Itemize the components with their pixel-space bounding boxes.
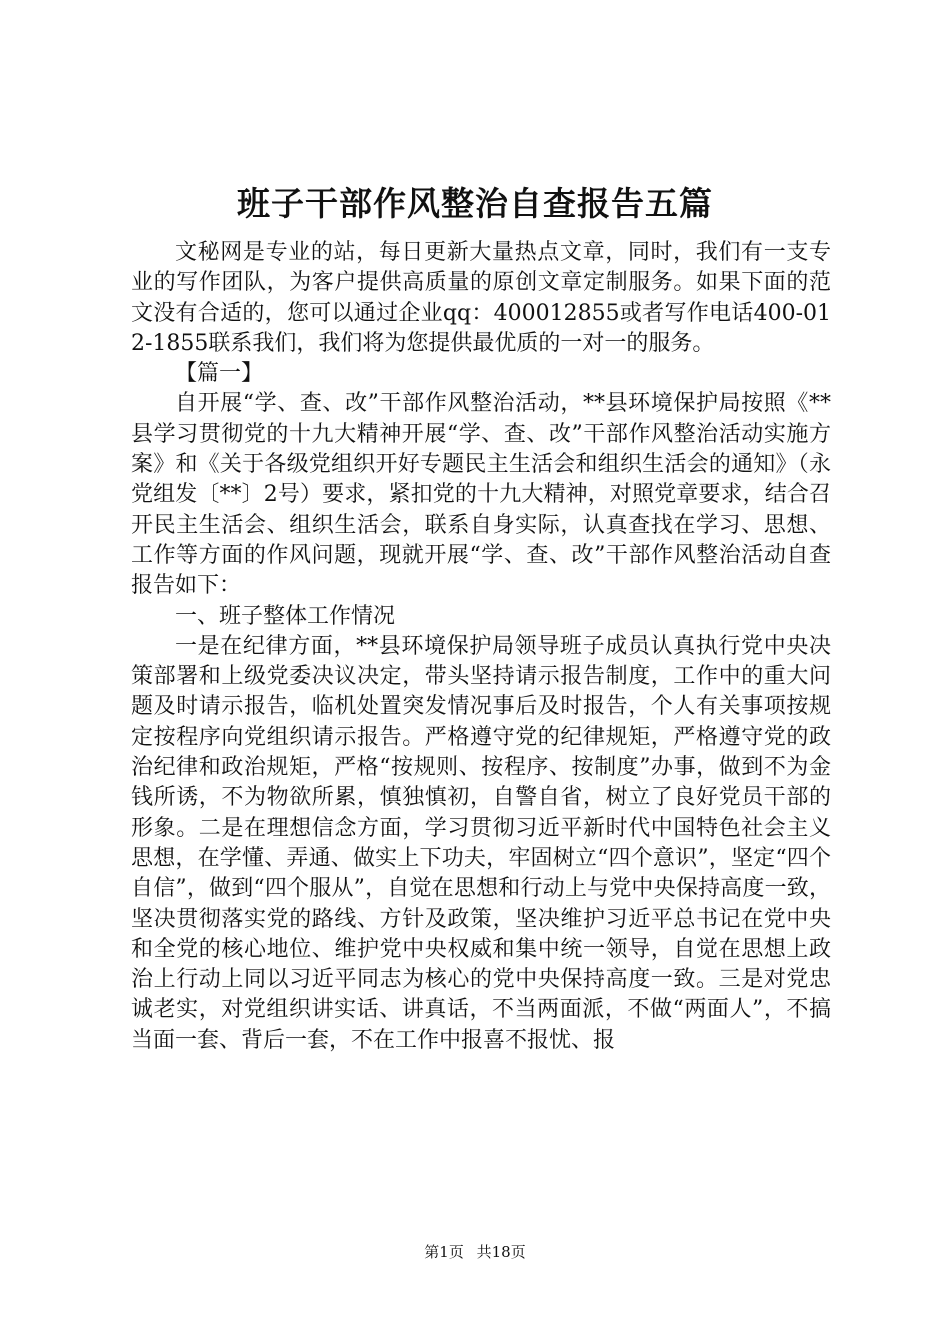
subsection-heading: 一、班子整体工作情况 <box>175 603 396 629</box>
page-number: 第1页 <box>424 1243 464 1261</box>
document-title: 班子干部作风整治自查报告五篇 <box>237 184 713 223</box>
section-heading: 【篇一】 <box>175 361 264 387</box>
body-paragraph: 一是在纪律方面，**县环境保护局领导班子成员认真执行党中央决策部署和上级党委决议决定，带头坚持请示报告制度，工作中的重大问题及时请示报告，临机处置突发情况事后及时报告，个人有关事项按规定按程序向党组织请示报告。严格遵守党的纪律规矩，严格遵守党的政治纪律和政治规矩，严格“按规则、按程序、按制度”办事，做到不为金钱所诱，不为物欲所累，慎独慎初，自警自省，树立了良好党员干部的形象。二是在理想信念方面，学习贯彻习近平新时代中国特色社会主义思想，在学懂、弄通、做实上下功夫，牢固树立“四个意识”，坚定“四个自信”，做到“四个服从”，自觉在思想和行动上与党中央保持高度一致，坚决贯彻落实党的路线、方针及政策，坚决维护习近平总书记在党中央和全党的核心地位、维护党中央权威和集中统一领导，自觉在思想上政治上行动上同以习近平同志为核心的党中央保持高度一致。三是对党忠诚老实，对党组织讲实话、讲真话，不当两面派，不做“两面人”，不搞当面一套、背后一套，不在工作中报喜不报忧、报 <box>131 633 831 1053</box>
page-footer <box>0 1240 950 1264</box>
body-paragraph: 自开展“学、查、改”干部作风整治活动，**县环境保护局按照《**县学习贯彻党的十九大精神开展“学、查、改”干部作风整治活动实施方案》和《关于各级党组织开好专题民主生活会和组织生活会的通知》（永党组发〔**〕2号）要求，紧扣党的十九大精神，对照党章要求，结合召开民主生活会、组织生活会，联系自身实际，认真查找在学习、思想、工作等方面的作风问题，现就开展“学、查、改”干部作风整治活动自查报告如下： <box>131 391 831 599</box>
document-body <box>131 238 831 1056</box>
page-total: 共18页 <box>476 1243 526 1261</box>
intro-paragraph: 文秘网是专业的站，每日更新大量热点文章，同时，我们有一支专业的写作团队，为客户提供高质量的原创文章定制服务。如果下面的范文没有合适的，您可以通过企业qq：400012855或者写作电话400-012-1855联系我们，我们将为您提供最优质的一对一的服务。 <box>131 240 831 356</box>
